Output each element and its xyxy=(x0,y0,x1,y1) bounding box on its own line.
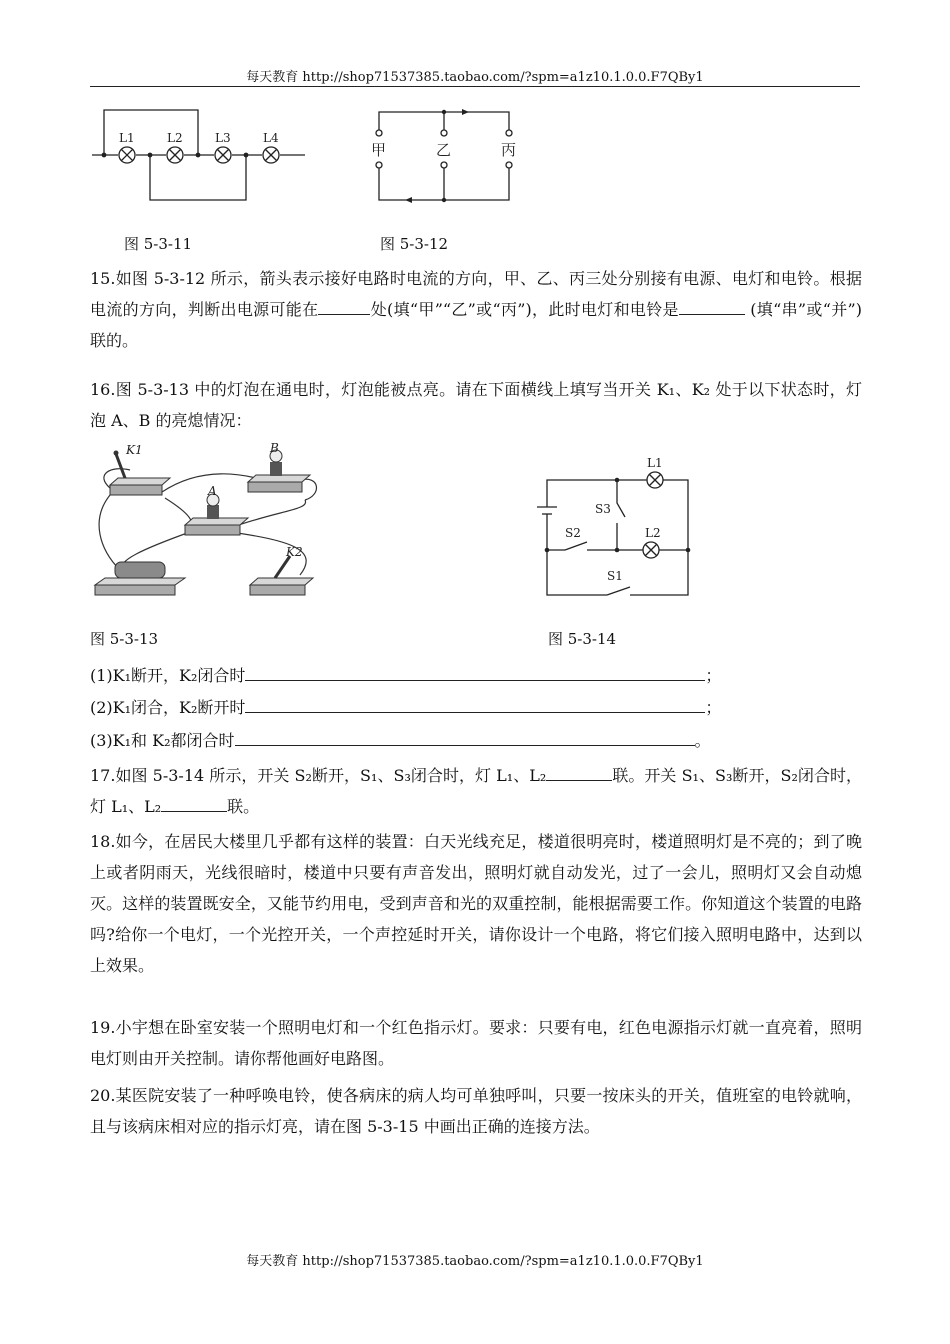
q15-blank-1[interactable] xyxy=(318,300,370,315)
question-16: 16.图 5-3-13 中的灯泡在通电时，灯泡能被点亮。请在下面横线上填写当开关 K₁、K₂ 处于以下状态时，灯泡 A、B 的亮熄情况： xyxy=(90,380,862,430)
fig14-label: L2 xyxy=(645,526,661,540)
question-19: 19.小宇想在卧室安装一个照明电灯和一个红色指示灯。要求：只要有电，红色电源指示灯就一直亮着，照明电灯则由开关控制。请你帮他画好电路图。 xyxy=(90,1018,862,1068)
fig14-label: S2 xyxy=(565,526,581,540)
caption-5-3-13: 图 5-3-13 xyxy=(90,630,159,648)
q17-blank-1[interactable] xyxy=(546,766,612,781)
fig11-label: L4 xyxy=(263,131,279,145)
q16-item-2-end: ； xyxy=(705,698,722,717)
q15-text-c: (填“串”或“并”)联的。 xyxy=(90,300,862,350)
caption-5-3-14: 图 5-3-14 xyxy=(548,630,617,648)
q15-blank-2[interactable] xyxy=(679,300,745,315)
q17-blank-2[interactable] xyxy=(161,797,227,812)
fig14-label: S3 xyxy=(595,502,611,516)
q16-item-1-label: (1)K₁断开，K₂闭合时 xyxy=(90,666,246,685)
q16-item-1-end: ； xyxy=(705,666,722,685)
q17-text-b: 联。开关 S₁、S₃断开，S₂闭合时，灯 L₁、L₂ xyxy=(90,766,863,816)
page-footer: 每天教育 http://shop71537385.taobao.com/?spm=a1z10.1.0.0.F7QBy1 xyxy=(246,1254,704,1269)
fig12-label: 丙 xyxy=(501,141,517,159)
q16-item-3-label: (3)K₁和 K₂都闭合时 xyxy=(90,731,235,750)
q16-item-3-blank[interactable] xyxy=(235,731,695,746)
question-20: 20.某医院安装了一种呼唤电铃，使各病床的病人均可单独呼叫，只要一按床头的开关，值班室的电铃就响，且与该病床相对应的指示灯亮，请在图 5-3-15 中画出正确的连接方法。 xyxy=(90,1086,862,1136)
q16-item-2-blank[interactable] xyxy=(245,698,705,713)
caption-5-3-12: 图 5-3-12 xyxy=(380,235,449,253)
question-18: 18.如今，在居民大楼里几乎都有这样的装置：白天光线充足，楼道很明亮时，楼道照明灯是不亮的；到了晚上或者阴雨天，光线很暗时，楼道中只要有声音发出，照明灯就自动发光，过了一会儿，照明灯又会自动熄灭。这样的装置既安全，又能节约用电，受到声音和光的双重控制，能根据需要工作。你知道这个装置的电路吗?给你一个电灯，一个光控开关，一个声控延时开关，请你设计一个电路，将它们接入照明电路中，达到以上效果。 xyxy=(90,832,862,975)
q15-text-b: 处(填“甲”“乙”或“丙”)，此时电灯和电铃是 xyxy=(370,300,679,319)
q16-item-2-label: (2)K₁闭合，K₂断开时 xyxy=(90,698,246,717)
fig12-label: 甲 xyxy=(371,141,387,159)
q16-item-1 xyxy=(90,663,721,686)
header-rule xyxy=(90,86,860,87)
fig13-label: K2 xyxy=(286,545,303,559)
fig11-label: L3 xyxy=(215,131,231,145)
q17-text-a: 17.如图 5-3-14 所示，开关 S₂断开，S₁、S₃闭合时，灯 L₁、L₂ xyxy=(90,766,547,785)
figure-5-3-13 xyxy=(90,440,330,605)
question-17 xyxy=(90,760,862,822)
fig11-label: L2 xyxy=(167,131,183,145)
fig14-label: S1 xyxy=(607,569,623,583)
q15-text-a: 15.如图 5-3-12 所示，箭头表示接好电路时电流的方向，甲、乙、丙三处分别接有电源、电灯和电铃。根据电流的方向，判断出电源可能在 xyxy=(90,269,862,319)
q16-item-2 xyxy=(90,695,721,718)
fig12-label: 乙 xyxy=(436,141,452,159)
figure-5-3-11 xyxy=(90,100,320,210)
caption-5-3-11: 图 5-3-11 xyxy=(124,235,193,253)
figure-5-3-12 xyxy=(365,100,525,215)
page-header: 每天教育 http://shop71537385.taobao.com/?spm=a1z10.1.0.0.F7QBy1 xyxy=(246,70,704,85)
fig13-label: A xyxy=(208,484,217,498)
q16-item-1-blank[interactable] xyxy=(245,666,705,681)
fig13-label: B xyxy=(270,441,279,455)
fig11-label: L1 xyxy=(119,131,135,145)
fig13-label: K1 xyxy=(126,443,143,457)
fig14-label: L1 xyxy=(647,456,663,470)
q16-item-3-end: 。 xyxy=(694,731,711,750)
q16-item-3 xyxy=(90,728,711,751)
q17-text-c: 联。 xyxy=(227,797,260,816)
question-15 xyxy=(90,263,862,356)
figure-5-3-14 xyxy=(535,455,695,600)
